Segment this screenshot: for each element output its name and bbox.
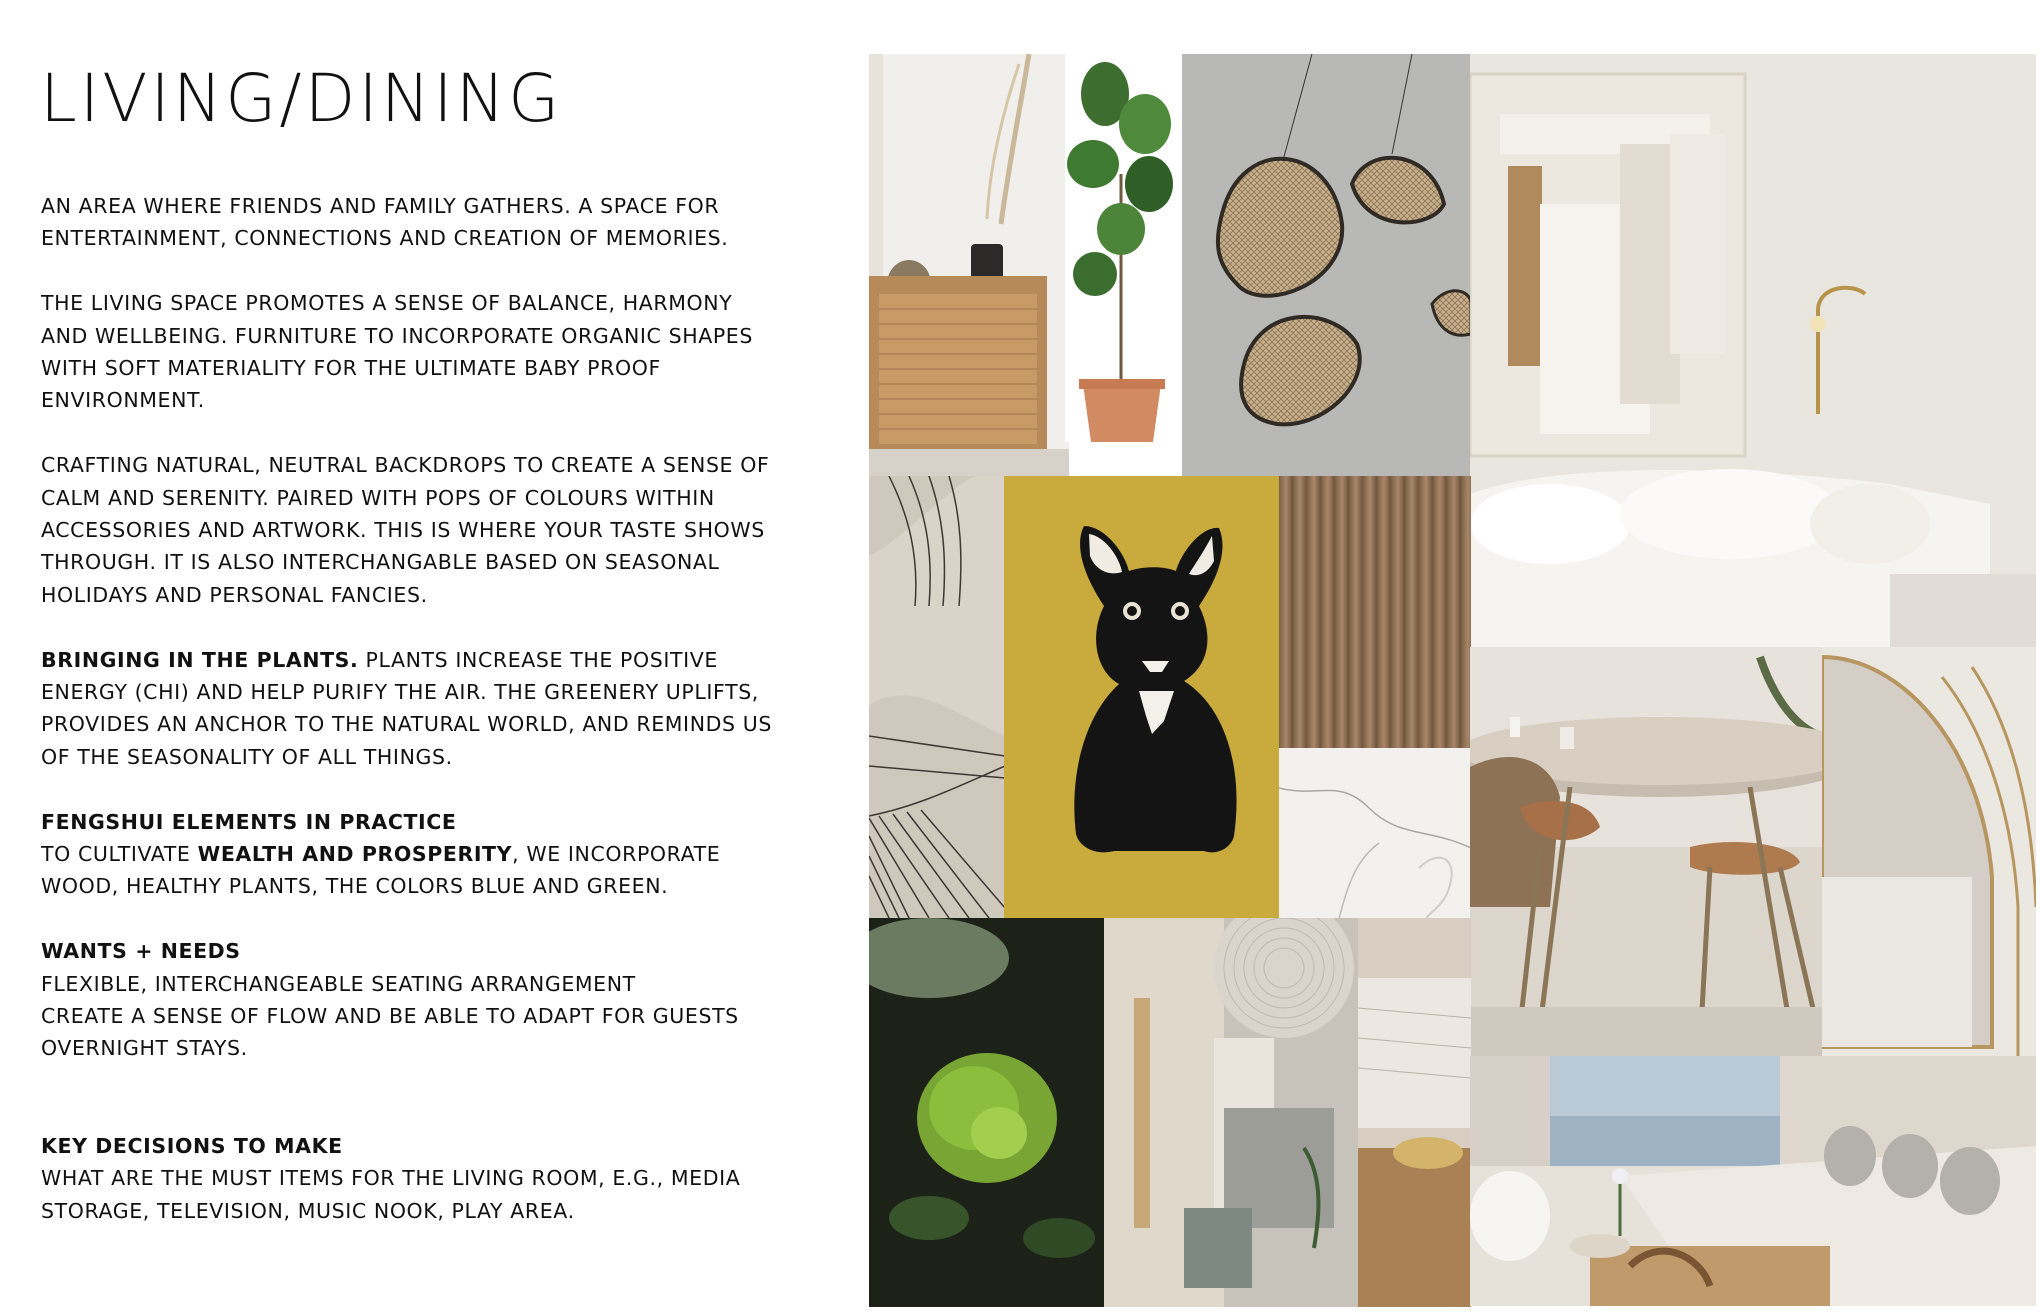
material-samples-image (1104, 918, 1359, 1307)
green-plant-closeup-image (869, 918, 1105, 1307)
french-bulldog-art-image (1004, 476, 1280, 918)
balance-paragraph: THE LIVING SPACE PROMOTES A SENSE OF BALANCE, HARMONY AND WELLBEING. FURNITURE TO INCORPORATE ORGANIC SHAPES WITH SOFT MATERIALITY FOR THE ULTIMATE BABY PROOF ENVIRONMENT. (41, 291, 753, 413)
page-title: LIVING/DINING (40, 60, 563, 137)
marble-sample-image (1279, 748, 1471, 919)
intro-paragraph: AN AREA WHERE FRIENDS AND FAMILY GATHERS. A SPACE FOR ENTERTAINMENT, CONNECTIONS AND CREATION OF MEMORIES. (41, 194, 729, 251)
fluted-wood-image (1279, 476, 1471, 748)
fengshui-section (41, 806, 781, 903)
rattan-pendants-image (1182, 54, 1471, 476)
sofa-sea-view-image (1470, 1056, 2036, 1306)
abstract-art-sofa-image (1470, 54, 2036, 647)
plants-text: PLANTS INCREASE THE POSITIVE ENERGY (CHI) AND HELP PURIFY THE AIR. THE GREENERY UPLIFTS, PROVIDES AN ANCHOR TO THE NATURAL WORLD, AND REMINDS US OF THE SEASONALITY OF ALL THINGS. (41, 647, 772, 769)
moodboard-collage (869, 54, 2036, 1306)
fengshui-post: , WE INCORPORATE WOOD, HEALTHY PLANTS, THE COLORS BLUE AND GREEN. (41, 842, 721, 899)
plants-lead: BRINGING IN THE PLANTS. (41, 647, 359, 672)
books-and-brass-image (1358, 918, 1471, 1307)
decisions-section (41, 1130, 781, 1227)
fengshui-bold: WEALTH AND PROSPERITY (197, 842, 513, 867)
wants-line2: CREATE A SENSE OF FLOW AND BE ABLE TO ADAPT FOR GUESTS OVERNIGHT STAYS. (41, 1004, 739, 1061)
wants-section (41, 935, 781, 1065)
arched-mirror-image (1822, 647, 2036, 1056)
fengshui-heading: FENGSHUI ELEMENTS IN PRACTICE (41, 809, 457, 834)
backdrops-paragraph: CRAFTING NATURAL, NEUTRAL BACKDROPS TO CREATE A SENSE OF CALM AND SERENITY. PAIRED WITH POPS OF COLOURS WITHIN ACCESSORIES AND ARTWORK. THIS IS WHERE YOUR TASTE SHOWS THROUGH. IT IS ALSO INTERCHANGABLE BASED ON SEASONAL HOLIDAYS AND PERSONAL FANCIES. (41, 453, 770, 607)
wants-heading: WANTS + NEEDS (41, 939, 241, 964)
wants-line1: FLEXIBLE, INTERCHANGEABLE SEATING ARRANGEMENT (41, 971, 636, 996)
line-rug-image (869, 476, 1005, 918)
body-copy (41, 190, 781, 1259)
fengshui-pre: TO CULTIVATE (41, 842, 198, 867)
dining-table-image (1470, 647, 1824, 1056)
plants-paragraph (41, 644, 781, 774)
decisions-text: WHAT ARE THE MUST ITEMS FOR THE LIVING ROOM, E.G., MEDIA STORAGE, TELEVISION, MUSIC NOOK, PLAY AREA. (41, 1166, 741, 1223)
fiddle-leaf-plant-image (1065, 54, 1183, 442)
rattan-sideboard-image (869, 54, 1069, 476)
decisions-heading: KEY DECISIONS TO MAKE (41, 1133, 343, 1158)
